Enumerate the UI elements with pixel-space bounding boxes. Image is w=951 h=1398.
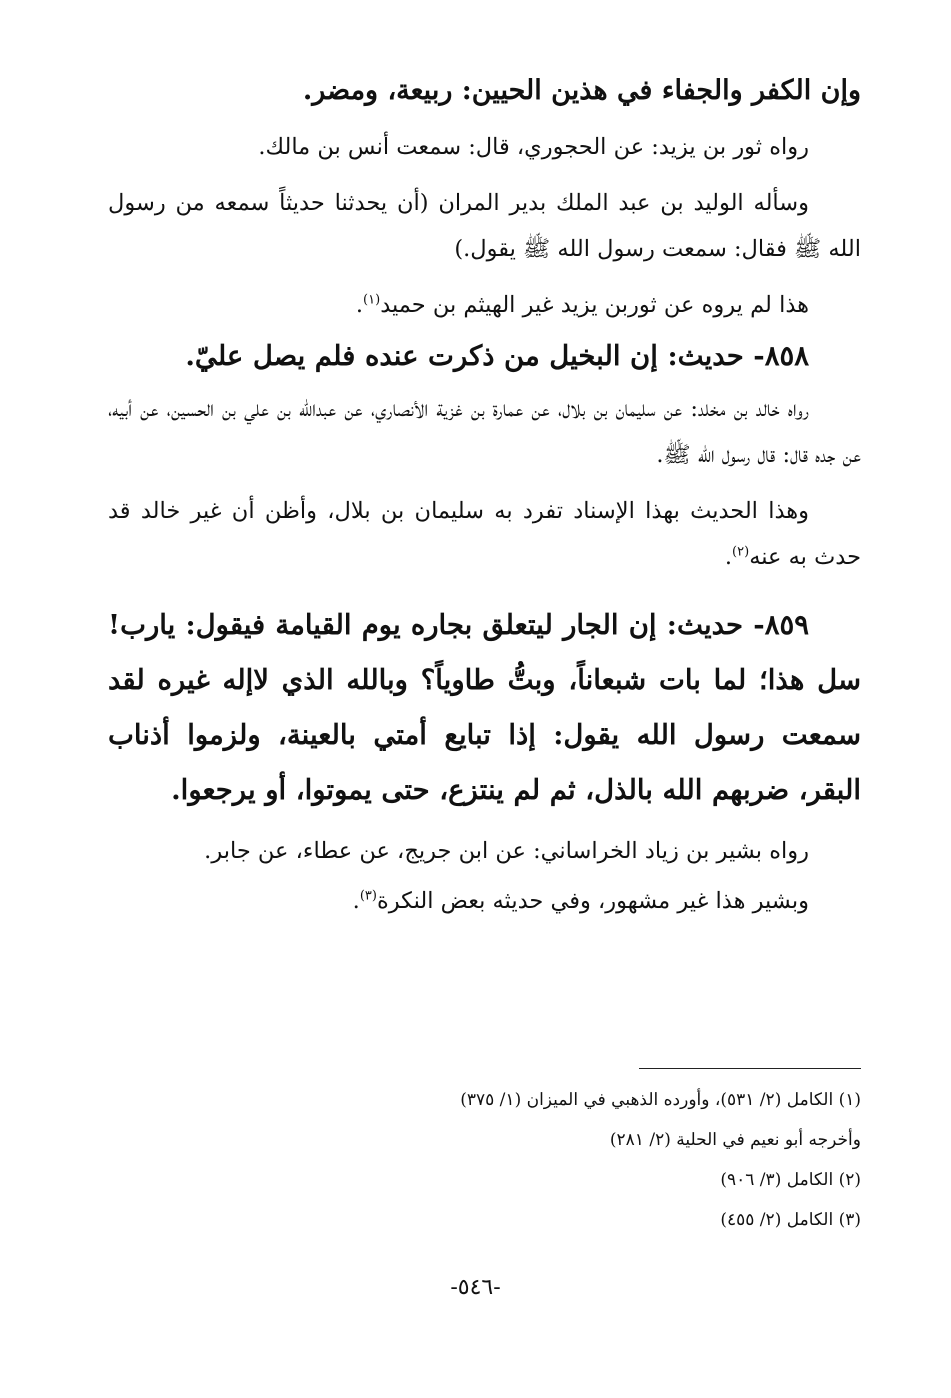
narration-paragraph: رواه ثور بن يزيد: عن الحجوري، قال: سمعت أنس بن مالك. xyxy=(258,134,809,160)
footnote-line: (٢) الكامل (٣/ ٩٠٦) xyxy=(720,1170,861,1190)
footnotes xyxy=(108,1080,861,1240)
narration-paragraph: رواه بشير بن زياد الخراساني: عن ابن جريج، عن عطاء، عن جابر. xyxy=(204,838,809,864)
footnote-marker: (١) xyxy=(363,292,381,308)
footnote-marker: (٣) xyxy=(359,888,377,904)
commentary-paragraph xyxy=(108,282,861,328)
footnote-divider xyxy=(639,1068,861,1069)
hadith-heading-859: ٨٥٩- حديث: إن الجار ليتعلق بجاره يوم القيامة فيقول: يارب! سل هذا؛ لما بات شبعاناً، وبتُّ طاوياً؟ وبالله الذي لاإله غيره لقد سمعت رسول الله يقول: إذا تبايع أمتي بالعينة، ولزموا أذناب البقر، ضربهم الله بالذل، ثم لم ينتزع، حتى يموتوا، أو يرجعوا. xyxy=(108,609,861,806)
sentence-end: . xyxy=(724,544,733,570)
sentence-end: . xyxy=(352,888,360,914)
footnote-marker: (٢) xyxy=(732,544,750,560)
narration-paragraph: وسأله الوليد بن عبد الملك بدير المران (أن يحدثنا حديثاً سمعه من رسول الله ﷺ فقال: سمعت رسول الله ﷺ يقول.) xyxy=(108,190,861,262)
commentary-paragraph xyxy=(108,878,861,924)
commentary-text: هذا لم يروه عن ثوربن يزيد غير الهيثم بن حميد xyxy=(380,292,809,318)
narration-paragraph: رواه خالد بن مخلد: عن سليمان بن بلال، عن عمارة بن غزية الأنصاري، عن عبدالله بن علي بن الحسين، عن أبيه، عن جده قال: قال رسول الله ﷺ. xyxy=(108,396,861,468)
sentence-end: . xyxy=(355,292,364,318)
continuation-line: وإن الكفر والجفاء في هذين الحيين: ربيعة، ومضر. xyxy=(302,75,861,106)
footnote-line: وأخرجه أبو نعيم في الحلية (٢/ ٢٨١) xyxy=(609,1130,861,1150)
hadith-heading-858: ٨٥٨- حديث: إن البخيل من ذكرت عنده فلم يصل عليّ. xyxy=(185,340,809,372)
commentary-paragraph xyxy=(108,488,861,580)
main-text xyxy=(108,62,861,924)
commentary-text: وبشير هذا غير مشهور، وفي حديثه بعض النكرة xyxy=(376,888,809,914)
page-number: -٥٤٦- xyxy=(450,1275,501,1300)
footnote-line: (٣) الكامل (٢/ ٤٥٥) xyxy=(720,1210,861,1230)
footnote-line: (١) الكامل (٢/ ٥٣١)، وأورده الذهبي في الميزان (١/ ٣٧٥) xyxy=(460,1090,861,1110)
commentary-text: وهذا الحديث بهذا الإسناد تفرد به سليمان بن بلال، وأظن أن غير خالد قد حدث به عنه xyxy=(108,498,861,570)
